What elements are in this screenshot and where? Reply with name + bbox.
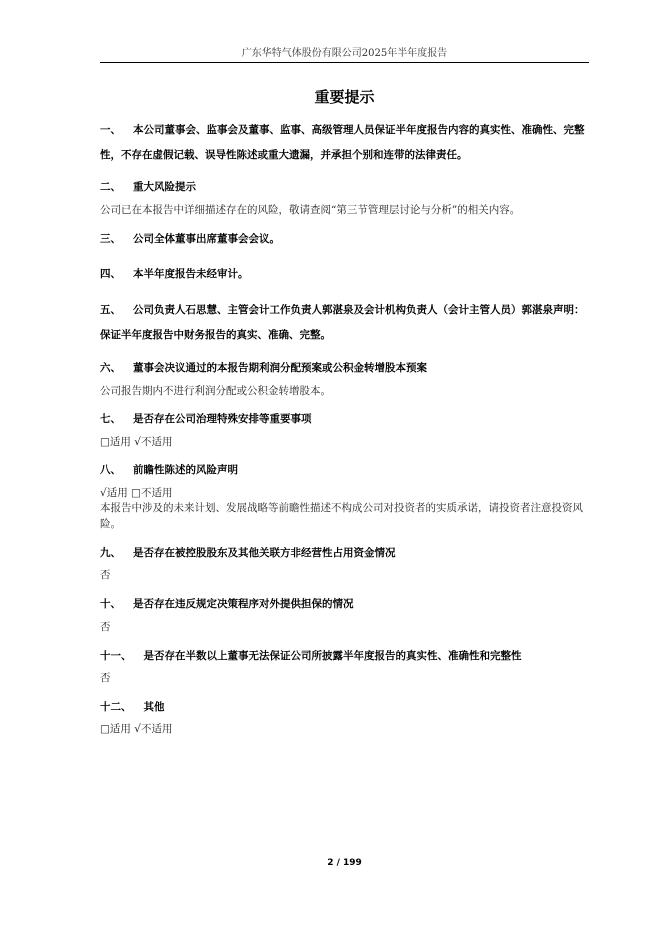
header-divider bbox=[100, 62, 589, 63]
section-7-applicability: □适用 √不适用 bbox=[100, 436, 173, 448]
section-12-applicability: □适用 √不适用 bbox=[100, 723, 173, 735]
section-4-number: 四、 bbox=[100, 268, 121, 280]
section-10-number: 十、 bbox=[100, 598, 121, 610]
section-12-heading bbox=[100, 695, 589, 720]
section-8-applicability: √适用 □不适用 bbox=[100, 487, 173, 499]
section-9-text: 是否存在被控股股东及其他关联方非经营性占用资金情况 bbox=[133, 547, 396, 559]
section-3-number: 三、 bbox=[100, 233, 121, 245]
section-12-number: 十二、 bbox=[100, 701, 132, 713]
section-9-heading bbox=[100, 541, 589, 566]
section-4-text: 本半年度报告未经审计。 bbox=[133, 268, 249, 280]
page-number: 2 / 199 bbox=[327, 858, 362, 868]
section-8-number: 八、 bbox=[100, 464, 121, 476]
section-11-body: 否 bbox=[100, 672, 111, 684]
section-4-heading bbox=[100, 262, 589, 287]
section-3-heading bbox=[100, 227, 589, 252]
section-2-body: 公司已在本报告中详细描述存在的风险，敬请查阅“第三节管理层讨论与分析”的相关内容。 bbox=[100, 204, 521, 216]
section-7-text: 是否存在公司治理特殊安排等重要事项 bbox=[133, 413, 312, 425]
section-1-number: 一、 bbox=[100, 124, 121, 136]
page-title: 重要提示 bbox=[314, 88, 375, 106]
section-7-number: 七、 bbox=[100, 413, 121, 425]
section-6-body: 公司报告期内不进行利润分配或公积金转增股本。 bbox=[100, 385, 331, 397]
section-12-text: 其他 bbox=[143, 701, 165, 713]
section-1-heading bbox=[100, 118, 589, 168]
section-1-text: 本公司董事会、监事会及董事、监事、高级管理人员保证半年度报告内容的真实性、准确性、完整性，不存在虚假记载、误导性陈述或重大遗漏，并承担个别和连带的法律责任。 bbox=[100, 124, 585, 161]
section-10-heading bbox=[100, 592, 589, 617]
section-2-heading bbox=[100, 175, 589, 200]
section-5-text: 公司负责人石思慧、主管会计工作负责人郭湛泉及会计机构负责人（会计主管人员）郭湛泉声明：保证半年度报告中财务报告的真实、准确、完整。 bbox=[100, 304, 585, 341]
section-6-heading bbox=[100, 356, 589, 381]
running-header: 广东华特气体股份有限公司2025年半年度报告 bbox=[241, 48, 448, 59]
section-11-number: 十一、 bbox=[100, 650, 132, 662]
section-10-body: 否 bbox=[100, 621, 111, 633]
section-10-text: 是否存在违反规定决策程序对外提供担保的情况 bbox=[133, 598, 354, 610]
section-7-heading bbox=[100, 407, 589, 432]
section-6-number: 六、 bbox=[100, 362, 121, 374]
section-9-number: 九、 bbox=[100, 547, 121, 559]
section-11-text: 是否存在半数以上董事无法保证公司所披露半年度报告的真实性、准确性和完整性 bbox=[143, 650, 522, 662]
section-8-heading bbox=[100, 458, 589, 483]
section-8-body: 本报告中涉及的未来计划、发展战略等前瞻性描述不构成公司对投资者的实质承诺，请投资者注意投资风险。 bbox=[100, 502, 583, 530]
section-2-text: 重大风险提示 bbox=[133, 181, 196, 193]
section-6-text: 董事会决议通过的本报告期利润分配预案或公积金转增股本预案 bbox=[133, 362, 427, 374]
section-3-text: 公司全体董事出席董事会会议。 bbox=[133, 233, 280, 245]
section-11-heading bbox=[100, 644, 589, 669]
section-5-heading bbox=[100, 298, 589, 348]
section-8-text: 前瞻性陈述的风险声明 bbox=[133, 464, 238, 476]
section-2-number: 二、 bbox=[100, 181, 121, 193]
section-5-number: 五、 bbox=[100, 304, 121, 316]
section-9-body: 否 bbox=[100, 569, 111, 581]
